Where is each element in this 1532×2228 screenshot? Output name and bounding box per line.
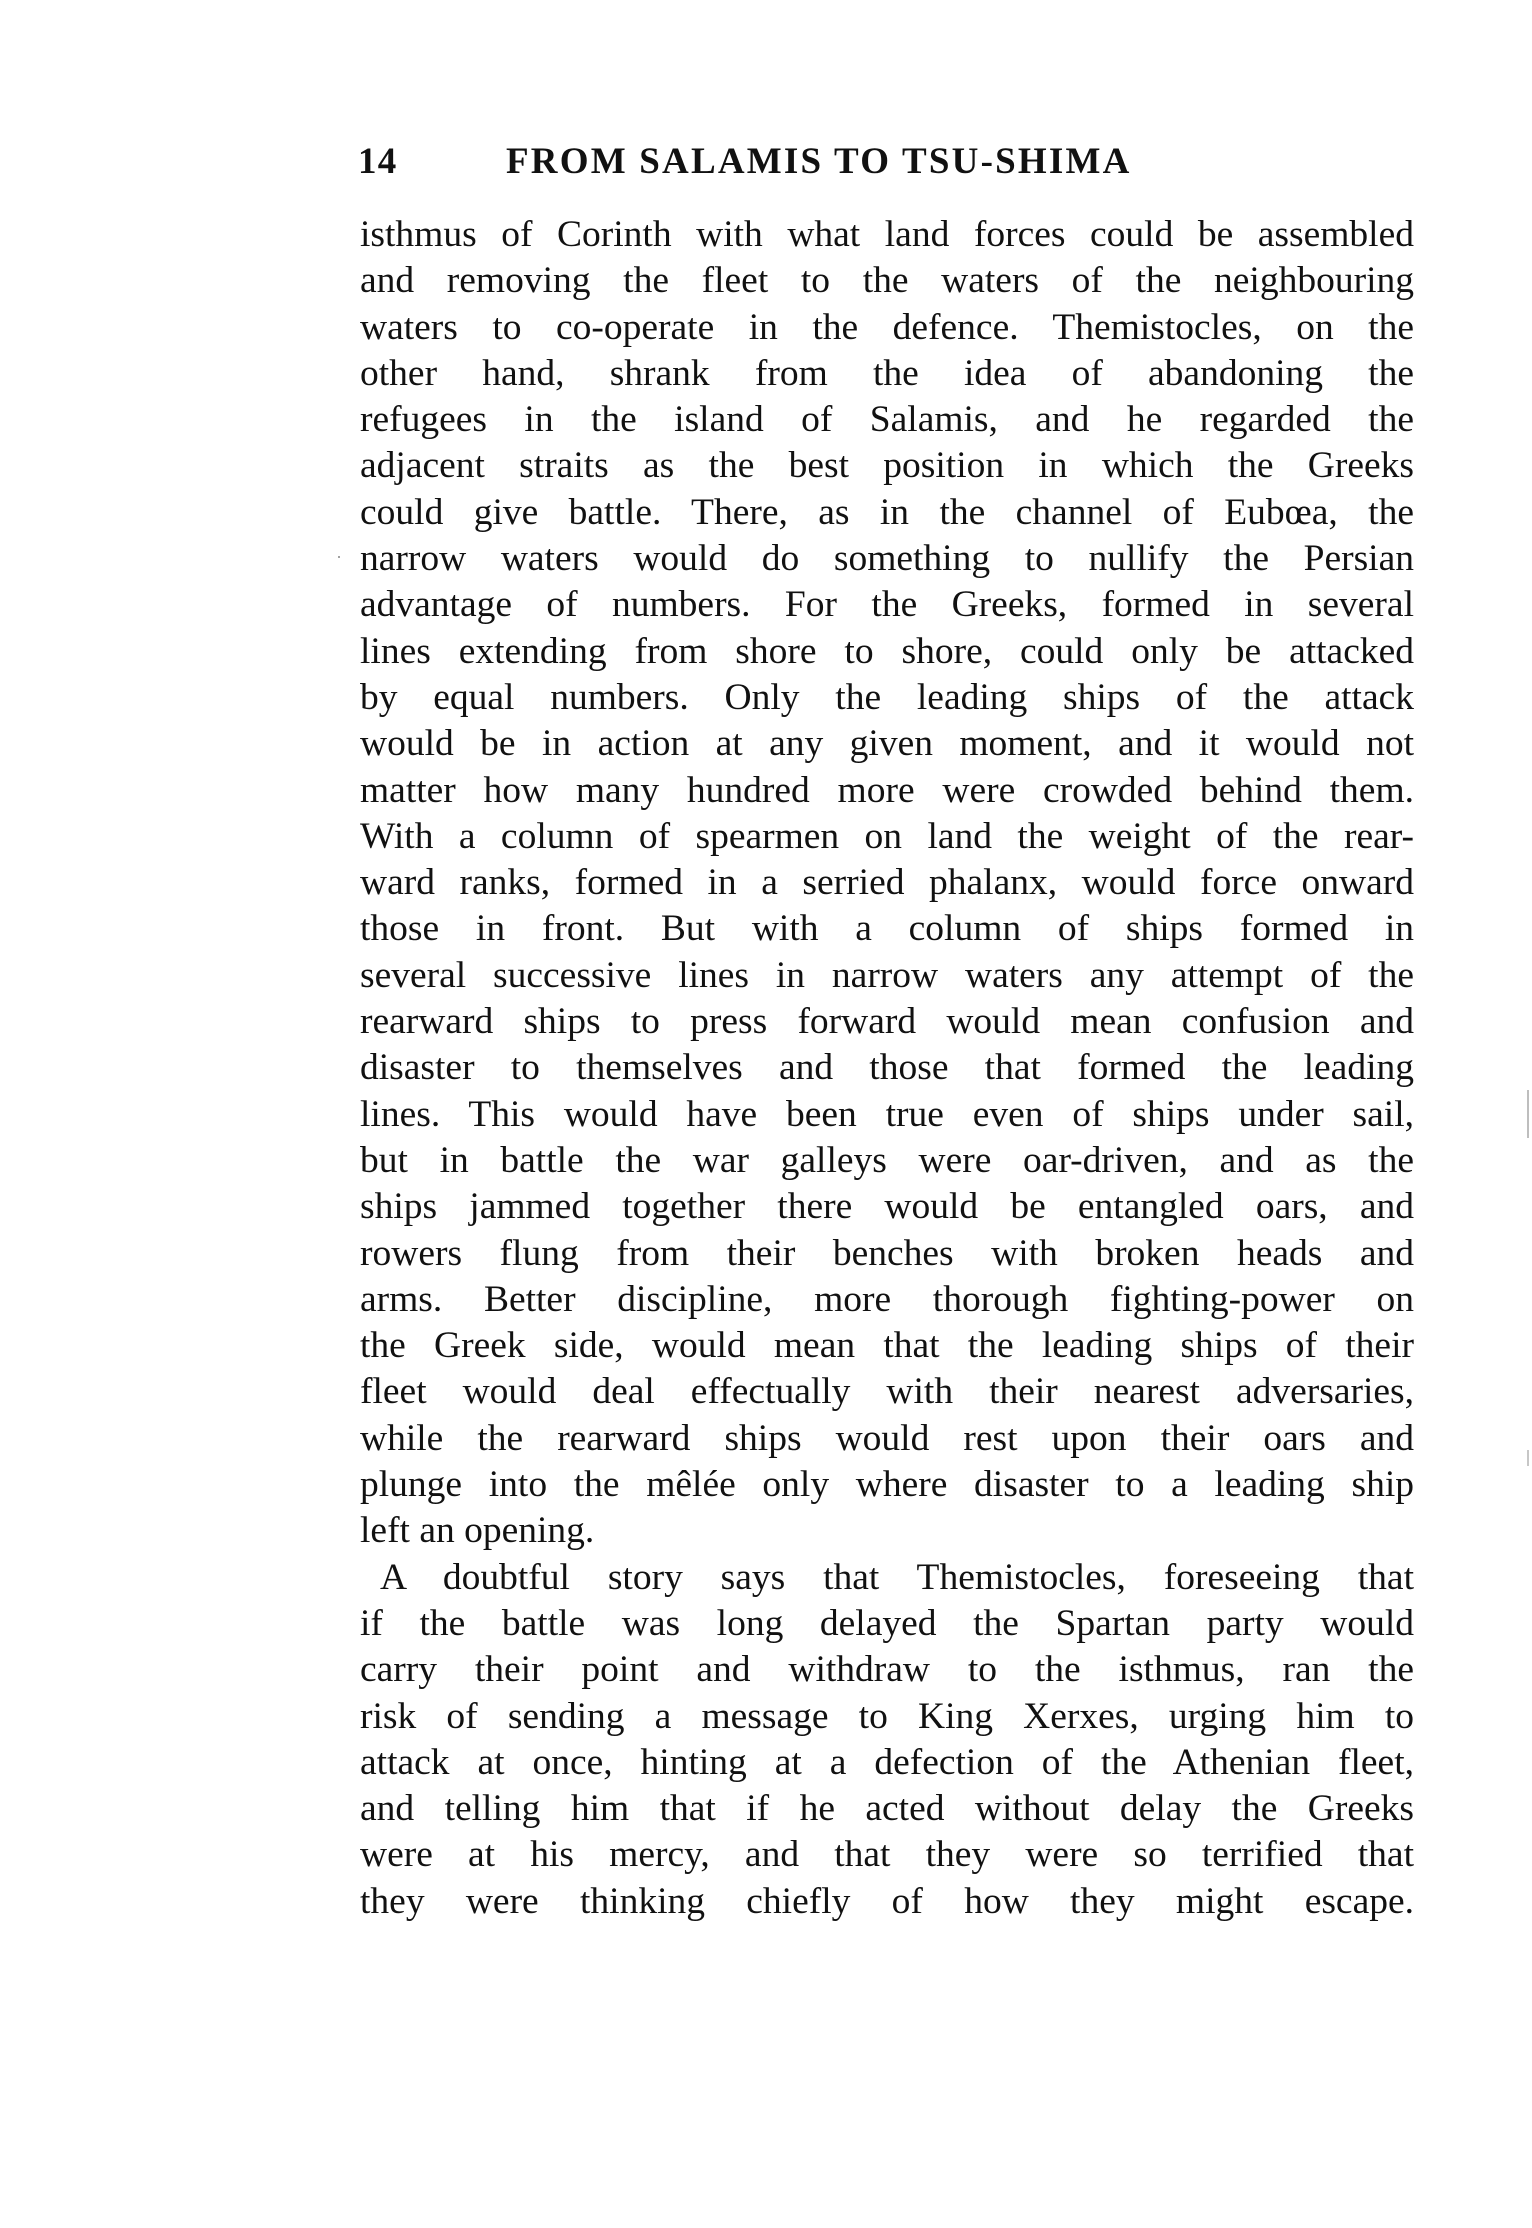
text-line: if the battle was long delayed the Spartan party would xyxy=(360,1602,1414,1644)
text-line: those in front. But with a column of ships formed in xyxy=(360,908,1414,950)
text-line: attack at once, hinting at a defection of the Athenian fleet, xyxy=(360,1741,1414,1783)
text-line: left an opening. xyxy=(360,1510,595,1552)
text-line: were at his mercy, and that they were so terrified that xyxy=(360,1834,1414,1876)
scan-mark xyxy=(1527,1450,1529,1466)
text-line: rearward ships to press forward would mean confusion and xyxy=(360,1001,1414,1043)
running-head xyxy=(358,140,1418,184)
text-line: lines extending from shore to shore, could only be attacked xyxy=(360,630,1414,672)
text-line: adjacent straits as the best position in which the Greeks xyxy=(360,445,1414,487)
text-line: plunge into the mêlée only where disaster to a leading ship xyxy=(360,1464,1414,1506)
text-line: disaster to themselves and those that formed the leading xyxy=(360,1047,1414,1089)
text-line: other hand, shrank from the idea of abandoning the xyxy=(360,352,1414,394)
text-line: arms. Better discipline, more thorough fighting-power on xyxy=(360,1278,1414,1320)
text-line: would be in action at any given moment, and it would not xyxy=(360,723,1414,765)
text-line: rowers flung from their benches with broken heads and xyxy=(360,1232,1414,1274)
text-line: could give battle. There, as in the channel of Eubœa, the xyxy=(360,491,1414,533)
scan-mark xyxy=(338,556,340,558)
text-line: and removing the fleet to the waters of the neighbouring xyxy=(360,260,1414,302)
paragraph-2 xyxy=(360,1555,1414,1925)
text-line: risk of sending a message to King Xerxes, urging him to xyxy=(360,1695,1414,1737)
text-line: With a column of spearmen on land the weight of the rear- xyxy=(360,815,1414,857)
text-line: matter how many hundred more were crowded behind them. xyxy=(360,769,1414,811)
text-line: ships jammed together there would be entangled oars, and xyxy=(360,1186,1414,1228)
text-line: carry their point and withdraw to the isthmus, ran the xyxy=(360,1649,1414,1691)
text-line: by equal numbers. Only the leading ships of the attack xyxy=(360,676,1414,718)
text-line: but in battle the war galleys were oar-driven, and as the xyxy=(360,1139,1414,1181)
text-line: while the rearward ships would rest upon their oars and xyxy=(360,1417,1414,1459)
text-line: they were thinking chiefly of how they might escape. xyxy=(360,1880,1414,1922)
text-line: several successive lines in narrow waters any attempt of the xyxy=(360,954,1414,996)
text-line: waters to co-operate in the defence. Themistocles, on the xyxy=(360,306,1414,348)
text-line: the Greek side, would mean that the leading ships of their xyxy=(360,1325,1414,1367)
running-title: FROM SALAMIS TO TSU-SHIMA xyxy=(506,141,1132,182)
text-line: isthmus of Corinth with what land forces could be assembled xyxy=(360,214,1414,255)
text-line: narrow waters would do something to nullify the Persian xyxy=(360,538,1414,580)
text-line: ward ranks, formed in a serried phalanx, would force onward xyxy=(360,862,1414,904)
text-line: fleet would deal effectually with their nearest adversaries, xyxy=(360,1371,1414,1413)
text-line: lines. This would have been true even of ships under sail, xyxy=(360,1093,1414,1135)
text-line: A doubtful story says that Themistocles, foreseeing that xyxy=(380,1556,1414,1598)
body-text xyxy=(360,212,1414,1925)
text-line: and telling him that if he acted without delay the Greeks xyxy=(360,1788,1414,1830)
page-number: 14 xyxy=(358,141,398,182)
paragraph-1 xyxy=(360,212,1414,1555)
scan-mark xyxy=(1527,1090,1529,1138)
text-line: advantage of numbers. For the Greeks, formed in several xyxy=(360,584,1414,626)
text-line: refugees in the island of Salamis, and he regarded the xyxy=(360,399,1414,441)
